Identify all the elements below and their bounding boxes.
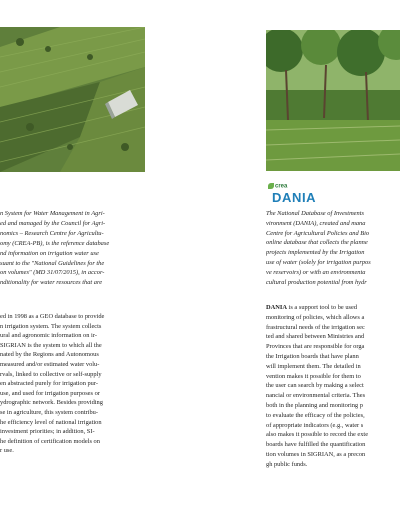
text-line: n irrigation system. The system collects xyxy=(0,322,102,330)
text-line: ural and agronomic information on ir- xyxy=(0,332,97,340)
sigrian-body xyxy=(0,312,149,456)
text-line: ted and shared between Ministries and xyxy=(266,333,365,341)
text-line: ed in 1998 as a GEO database to provide xyxy=(0,313,105,320)
text-line: tion volumes in SIGRIAN, as a precon xyxy=(266,450,366,458)
text-line: SIGRIAN is the system to which all the xyxy=(0,341,102,349)
text-line: use, and used for irrigation purposes or xyxy=(0,389,100,397)
text-line: online database that collects the planne xyxy=(266,239,368,247)
text-line: nditionality for water resources that are xyxy=(0,279,103,287)
text-line: both in the planning and monitoring p xyxy=(266,401,363,409)
text-line: will implement them. The detailed in xyxy=(266,362,361,370)
text-line: nancial or environmental criteria. Thes xyxy=(266,392,366,400)
text-line: ydrographic network. Besides providing xyxy=(0,399,103,407)
text-line: investment priorities; in addition, SI- xyxy=(0,428,95,436)
dania-body xyxy=(266,303,400,470)
text-line: boards have fulfilled the quantification xyxy=(266,441,366,449)
text-line: omy (CREA-PB), is the reference database xyxy=(0,239,110,247)
text-line: gh public funds. xyxy=(266,460,308,468)
dania-logo xyxy=(268,183,328,207)
text-line: nd information on irrigation water use xyxy=(0,249,99,257)
text-line: monitoring of policies, which allows a xyxy=(266,313,365,321)
dania-intro xyxy=(266,209,400,287)
text-line: se in agriculture, this system contribu- xyxy=(0,408,98,416)
text-line: n System for Water Management in Agri- xyxy=(0,210,105,217)
text-line: use of water (solely for irrigation purpos xyxy=(266,258,371,266)
text-line: suant to the "National Guidelines for the xyxy=(0,259,105,267)
text-line: also makes it possible to record the exte xyxy=(266,431,369,439)
text-line: cultural production potential from hydr xyxy=(266,278,367,286)
dania-wordmark: DANIA xyxy=(272,190,317,205)
text-line: vironment (DANIA), created and mana xyxy=(266,219,366,227)
text-line: Centre for Agricultural Policies and Bio xyxy=(266,229,370,237)
text-line: to evaluate the efficacy of the policies, xyxy=(266,411,365,419)
orchard-photo xyxy=(266,30,400,171)
text-line: The National Database of Investments xyxy=(266,210,364,217)
body-line-text: is a support tool to be used xyxy=(286,304,358,311)
dania-term: DANIA xyxy=(266,304,287,311)
text-line: vention makes it possible for them to xyxy=(266,372,361,380)
text-line: the Irrigation boards that have plann xyxy=(266,352,359,360)
text-line: rvals, linked to collective or self-supply xyxy=(0,370,102,378)
text-line: en abstracted purely for irrigation pur- xyxy=(0,380,98,388)
text-line: r use. xyxy=(0,447,14,455)
text-line: he efficiency level of national irrigation xyxy=(0,418,102,426)
text-line: Provinces that are responsible for orga xyxy=(266,343,365,351)
text-line: ve reservoirs) or with an environmenta xyxy=(266,268,366,276)
text-line: measured and/or estimated water volu- xyxy=(0,360,100,368)
text-line: of appropriate indicators (e.g., water s xyxy=(266,421,364,429)
text-line: ed and managed by the Council for Agri- xyxy=(0,219,106,227)
crea-label: crea xyxy=(275,183,288,190)
text-line: frastructural needs of the irrigation sec xyxy=(266,323,365,331)
sigrian-intro xyxy=(0,209,149,288)
text-line: projects implemented by the Irrigation xyxy=(266,249,365,257)
text-line: nomics – Research Centre for Agricultu- xyxy=(0,229,104,237)
text-line: he definition of certification models on xyxy=(0,437,100,445)
crea-mark xyxy=(268,183,287,190)
text-line: nated by the Regions and Autonomous xyxy=(0,351,99,359)
leaf-icon xyxy=(268,183,274,189)
aerial-fields-photo xyxy=(0,27,145,172)
text-line: the user can search by making a select xyxy=(266,382,364,390)
text-line: on volumes" (MD 31/07/2015), in accor- xyxy=(0,269,105,277)
body-line xyxy=(266,303,400,313)
